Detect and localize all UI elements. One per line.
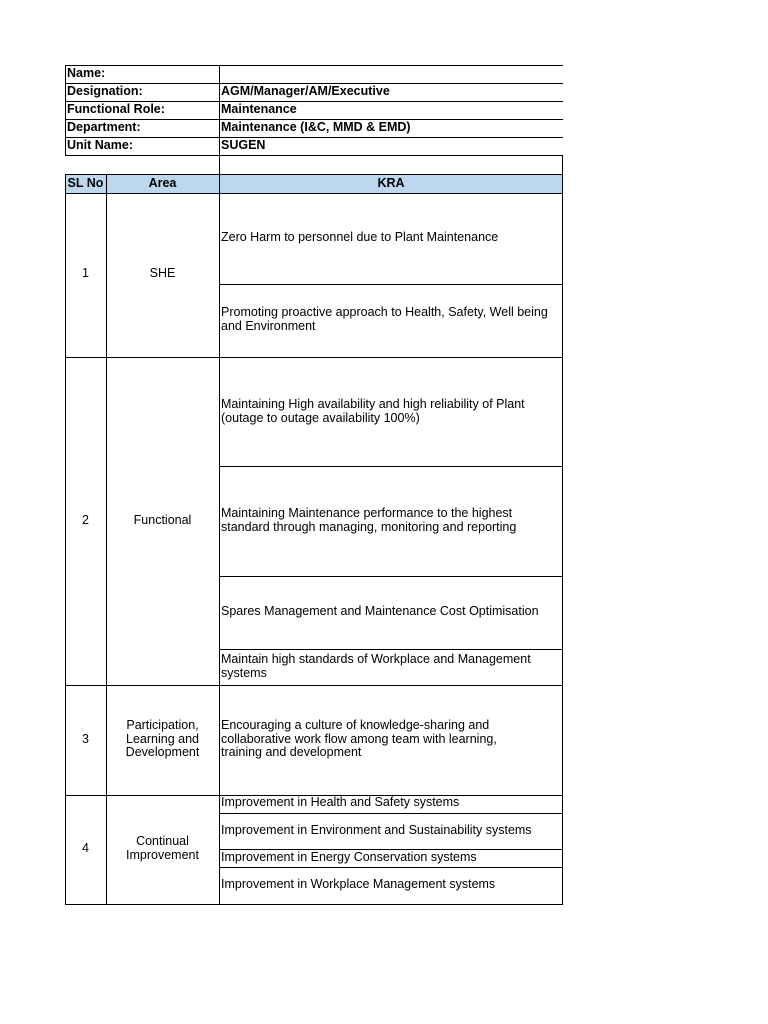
kra-cell: Maintaining Maintenance performance to the highest standard through managing, monitoring and reporting: [221, 506, 517, 534]
gridline: [65, 193, 563, 194]
header-sl-no: SL No: [67, 176, 104, 190]
functional-role-label: Functional Role:: [67, 102, 165, 116]
designation-label: Designation:: [67, 84, 143, 98]
gridline: [219, 813, 563, 814]
designation-value: AGM/Manager/AM/Executive: [221, 84, 390, 98]
area-cell: SHE: [149, 266, 176, 280]
unit-name-value: SUGEN: [221, 138, 266, 152]
area-cell: Continual Improvement: [126, 834, 199, 862]
kra-cell: Maintaining High availability and high reliability of Plant (outage to outage availability 100%): [221, 397, 525, 425]
area-cell: Functional: [133, 513, 192, 527]
sl-no-cell: 4: [82, 841, 89, 855]
kra-cell: Improvement in Energy Conservation systems: [221, 850, 477, 864]
kra-cell: Improvement in Health and Safety systems: [221, 795, 460, 809]
area-cell: Participation, Learning and Development: [125, 718, 200, 759]
kra-cell: Spares Management and Maintenance Cost Optimisation: [221, 604, 539, 618]
sl-no-cell: 2: [82, 513, 89, 527]
gridline: [65, 357, 563, 358]
gridline: [65, 65, 66, 155]
kra-cell: Zero Harm to personnel due to Plant Maintenance: [221, 230, 499, 244]
gridline: [65, 155, 563, 156]
gridline: [219, 284, 563, 285]
header-kra: KRA: [377, 176, 405, 190]
kra-cell: Improvement in Workplace Management systems: [221, 877, 496, 891]
header-area: Area: [148, 176, 177, 190]
kra-cell: Improvement in Environment and Sustainability systems: [221, 823, 532, 837]
department-label: Department:: [67, 120, 141, 134]
gridline: [65, 174, 563, 175]
gridline: [219, 649, 563, 650]
gridline: [219, 576, 563, 577]
gridline: [65, 685, 563, 686]
kra-cell: Encouraging a culture of knowledge-sharing and collaborative work flow among team with learning, training and development: [221, 718, 497, 759]
gridline: [219, 466, 563, 467]
gridline: [219, 155, 220, 174]
gridline: [219, 65, 220, 155]
department-value: Maintenance (I&C, MMD & EMD): [221, 120, 411, 134]
gridline: [562, 155, 563, 174]
functional-role-value: Maintenance: [221, 102, 297, 116]
name-label: Name:: [67, 66, 106, 80]
unit-name-label: Unit Name:: [67, 138, 133, 152]
gridline: [65, 65, 563, 66]
kra-cell: Maintain high standards of Workplace and Management systems: [221, 652, 531, 680]
sl-no-cell: 3: [82, 732, 89, 746]
sl-no-cell: 1: [82, 266, 89, 280]
kra-cell: Promoting proactive approach to Health, Safety, Well being and Environment: [221, 305, 548, 333]
gridline: [219, 867, 563, 868]
gridline: [65, 904, 563, 905]
gridline: [65, 137, 563, 138]
